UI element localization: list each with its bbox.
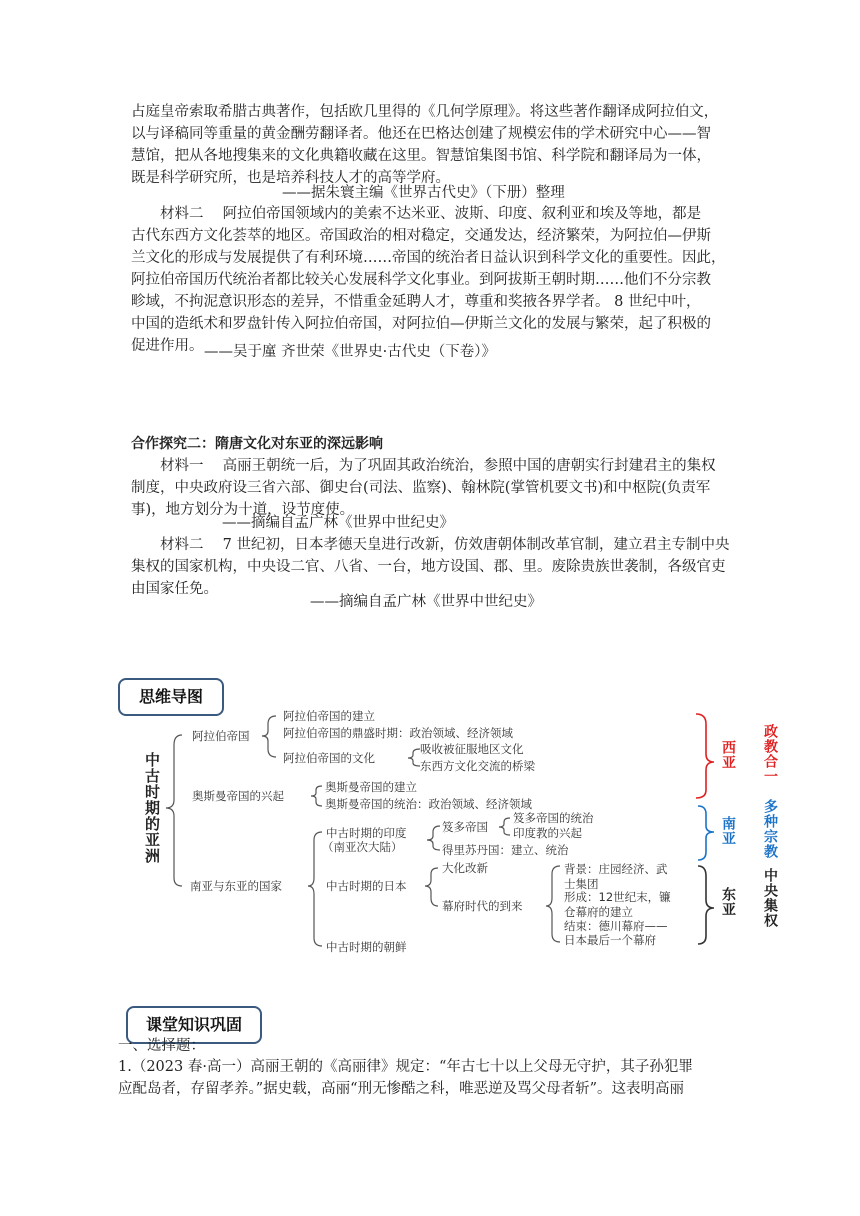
mindmap-root: 中古时期的亚洲: [143, 752, 161, 864]
region-west-asia: 西亚: [720, 740, 736, 770]
node-south-east-asia: 南亚与东亚的国家: [190, 879, 282, 893]
material-source: ——摘编自孟广林《世界中世纪史》: [222, 515, 454, 531]
material-line: 材料二 7 世纪初，日本孝德天皇进行改新，仿效唐朝体制改革官制，建立君主专制中央: [160, 537, 730, 553]
material-line: 促进作用。: [131, 338, 204, 354]
material-line: 占庭皇帝索取希腊古典著作，包括欧几里得的《几何学原理》。将这些著作翻译成阿拉伯文，: [131, 104, 719, 120]
material-line: 材料二 阿拉伯帝国领域内的美索不达米亚、波斯、印度、叙利亚和埃及等地，都是: [160, 206, 702, 222]
question-line: 应配岛者，存留孝养。”据史载，高丽“刑无惨酷之科，唯恶逆及骂父母者斩”。这表明高丽: [118, 1081, 684, 1097]
tag-religions: 多种宗教: [762, 799, 778, 859]
section-label: 一、选择题：: [118, 1038, 205, 1054]
material-line: 制度，中央政府设三省六部、御史台(司法、监察)、翰林院(掌管机要文书)和中枢院(负责军: [131, 480, 711, 496]
node-shogunate-background: 背景：庄园经济、武: [564, 862, 668, 876]
material-line: 集权的国家机构，中央设二官、八省、一台，地方设国、郡、里。废除贵族世袭制，各级官吏: [131, 559, 726, 575]
node-arab-culture-bridge: 东西方文化交流的桥梁: [420, 759, 535, 773]
node-shogunate-end: 结束：德川幕府——: [564, 919, 668, 933]
node-shogunate: 幕府时代的到来: [442, 899, 523, 913]
node-arab-empire: 阿拉伯帝国: [192, 729, 250, 743]
tag-centralization: 中央集权: [762, 868, 778, 928]
tag-theocracy: 政教合一: [762, 724, 778, 784]
material-line: 古代东西方文化荟萃的地区。帝国政治的相对稳定，交通发达，经济繁荣，为阿拉伯—伊斯: [131, 228, 711, 244]
material-line: 由国家任免。: [131, 581, 218, 597]
material-source: ——摘编自孟广林《世界中世纪史》: [310, 594, 542, 610]
node-shogunate-end-2: 日本最后一个幕府: [564, 933, 656, 947]
material-source: ——吴于廑 齐世荣《世界史·古代史（下卷）》: [204, 344, 496, 360]
material-line: 既是科学研究所，也是培养科技人才的高等学府。: [131, 170, 450, 186]
node-india-sub: （南亚次大陆）: [322, 840, 403, 854]
material-line: 畛域，不拘泥意识形态的差异，不惜重金延聘人才，尊重和奖掖各界学者。 8 世纪中叶，: [131, 294, 701, 310]
node-ottoman-rule: 奥斯曼帝国的统治：政治领域、经济领域: [325, 797, 532, 811]
node-shogunate-formation: 形成：12世纪末，镰: [564, 890, 671, 904]
node-india: 中古时期的印度: [326, 826, 407, 840]
node-arab-founding: 阿拉伯帝国的建立: [283, 709, 375, 723]
node-hinduism: 印度教的兴起: [513, 826, 582, 840]
node-korea: 中古时期的朝鲜: [326, 940, 407, 954]
question-line: 1.（2023 春·高一）高丽王朝的《高丽律》规定：“年古七十以上父母无守护，其子孙犯罪: [118, 1059, 693, 1075]
material-line: 中国的造纸术和罗盘针传入阿拉伯帝国，对阿拉伯—伊斯兰文化的发展与繁荣，起了积极的: [131, 316, 711, 332]
material-line: 以与译稿同等重量的黄金酬劳翻译者。他还在巴格达创建了规模宏伟的学术研究中心——智: [131, 126, 711, 142]
node-delhi-sultanate: 得里苏丹国：建立、统治: [442, 843, 569, 857]
node-ottoman-founding: 奥斯曼帝国的建立: [325, 780, 417, 794]
node-arab-culture-absorb: 吸收被征服地区文化: [420, 742, 524, 756]
section-title: 合作探究二：隋唐文化对东亚的深远影响: [131, 436, 383, 452]
material-line: 阿拉伯帝国历代统治者都比较关心发展科学文化事业。到阿拔斯王朝时期……他们不分宗教: [131, 272, 711, 288]
material-line: 材料一 高丽王朝统一后，为了巩固其政治统治，参照中国的唐朝实行封建君主的集权: [160, 458, 716, 474]
node-japan: 中古时期的日本: [326, 879, 407, 893]
node-arab-peak: 阿拉伯帝国的鼎盛时期：政治领域、经济领域: [283, 726, 513, 740]
node-arab-culture: 阿拉伯帝国的文化: [283, 751, 375, 765]
region-east-asia: 东亚: [720, 887, 736, 917]
material-source: ——据朱寰主编《世界古代史》（下册）整理: [282, 185, 565, 201]
mindmap-heading: 思维导图: [118, 678, 224, 716]
material-line: 事)，地方划分为十道，设节度使。: [131, 502, 355, 518]
node-shogunate-formation-2: 仓幕府的建立: [564, 905, 633, 919]
node-gupta-rule: 笈多帝国的统治: [513, 811, 594, 825]
node-shogunate-background-2: 士集团: [564, 877, 599, 891]
node-taika-reform: 大化改新: [442, 861, 488, 875]
material-line: 慧馆，把从各地搜集来的文化典籍收藏在这里。智慧馆集图书馆、科学院和翻译局为一体，: [131, 148, 711, 164]
node-ottoman: 奥斯曼帝国的兴起: [192, 789, 284, 803]
consolidation-heading: 课堂知识巩固: [126, 1006, 262, 1044]
node-gupta: 笈多帝国: [442, 820, 488, 834]
material-line: 兰文化的形成与发展提供了有利环境……帝国的统治者日益认识到科学文化的重要性。因此，: [131, 250, 726, 266]
region-south-asia: 南亚: [720, 816, 736, 846]
